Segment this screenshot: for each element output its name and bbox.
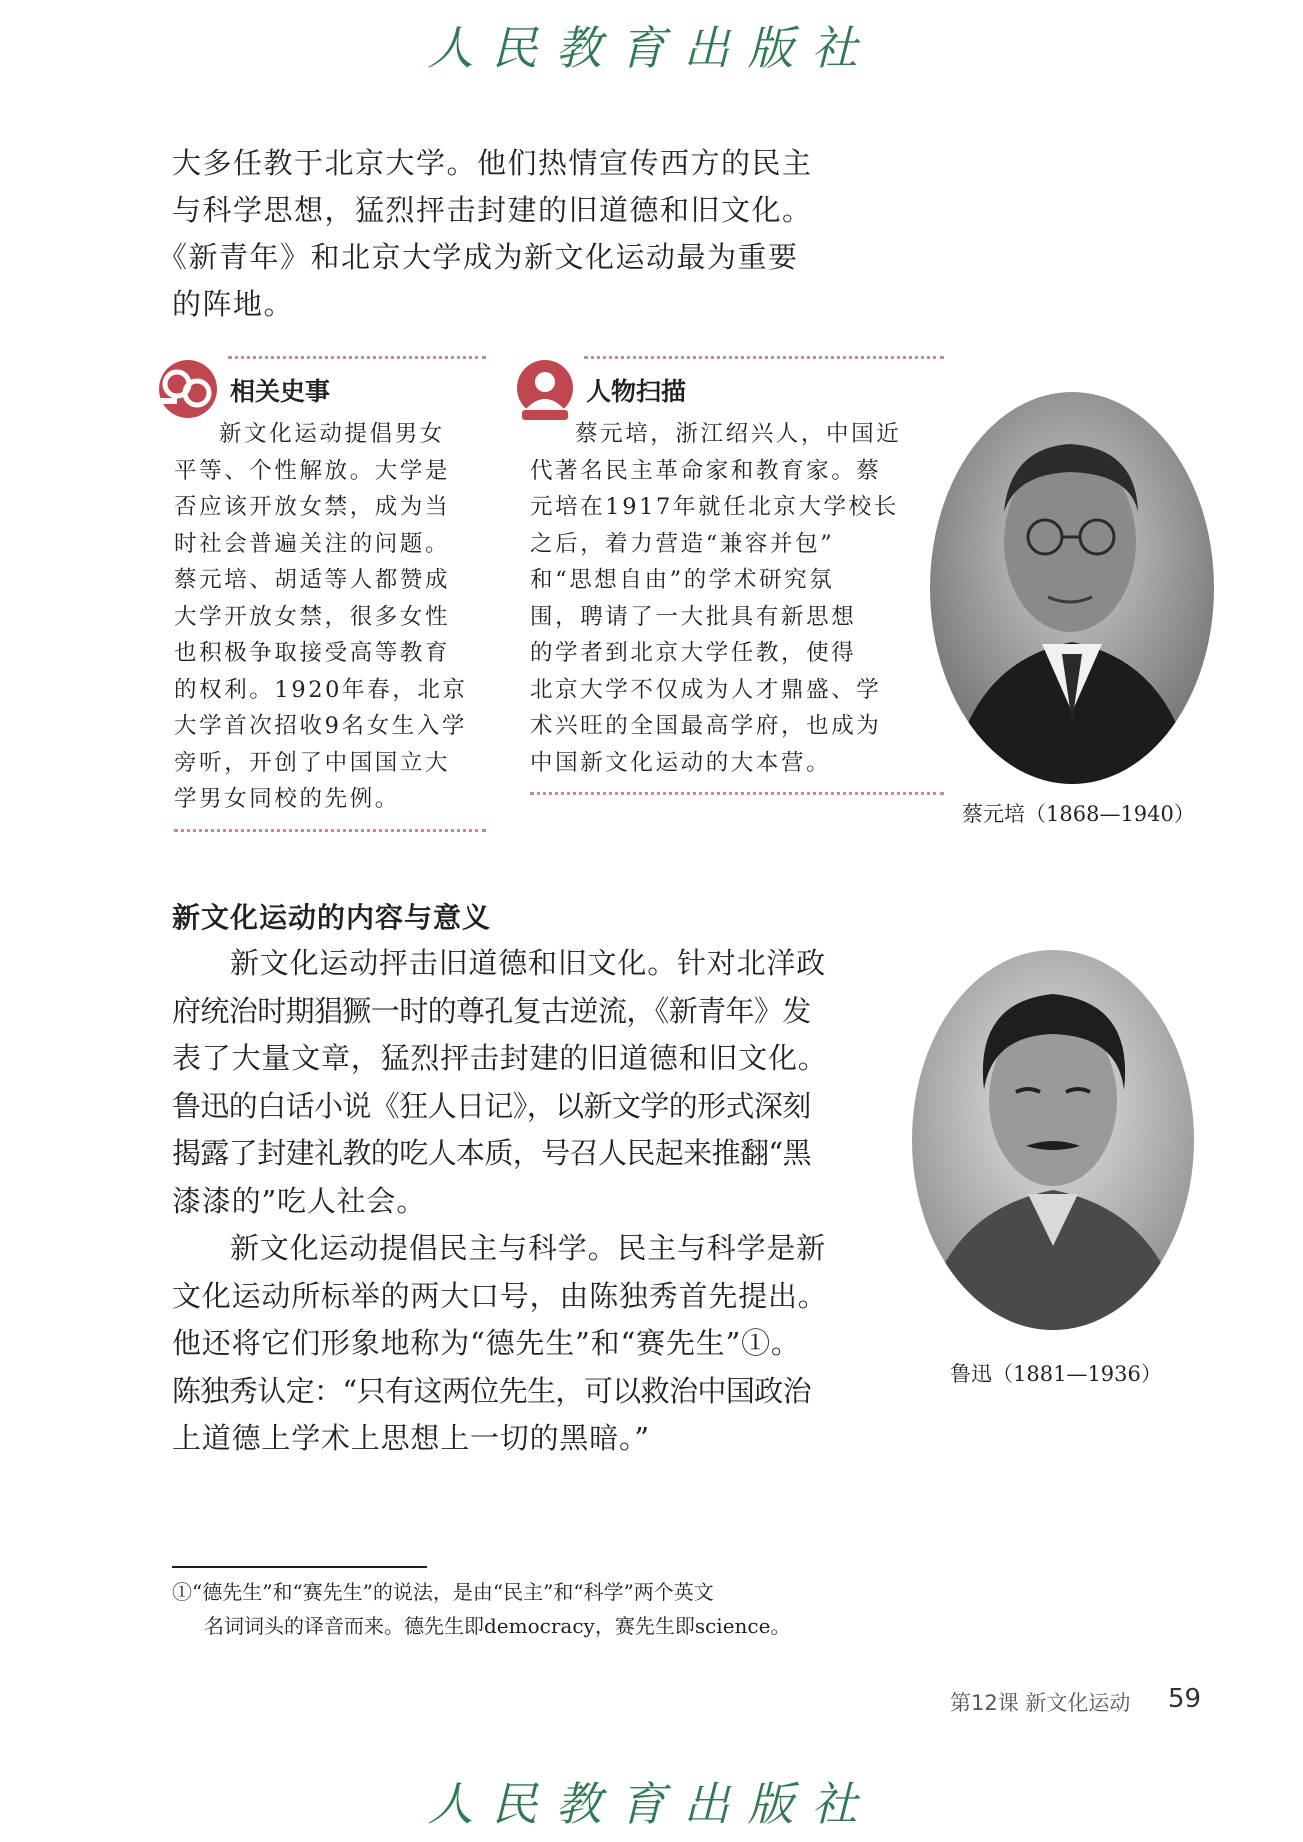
figure-line: 元培在1917年就任北京大学校长 bbox=[530, 494, 899, 520]
body-line: 表了大量文章，猛烈抨击封建的旧道德和旧文化。 bbox=[172, 1041, 828, 1075]
footnote-line: ①“德先生”和“赛先生”的说法，是由“民主”和“科学”两个英文 bbox=[172, 1580, 714, 1604]
related-line: 时社会普遍关注的问题。 bbox=[174, 530, 451, 557]
figure-line: 术兴旺的全国最高学府，也成为 bbox=[530, 713, 882, 739]
body-line: 上道德上学术上思想上一切的黑暗。” bbox=[172, 1421, 650, 1455]
related-line: 学男女同校的先例。 bbox=[174, 786, 400, 812]
related-line: 大学首次招收9名女生入学 bbox=[174, 713, 468, 739]
figure-scan-text bbox=[530, 416, 950, 781]
intro-line: 《新青年》和北京大学成为新文化运动最为重要 bbox=[158, 240, 799, 274]
related-line: 否应该开放女禁，成为当 bbox=[174, 494, 451, 520]
cai-yuanpei-photo bbox=[930, 392, 1214, 784]
related-history-icon bbox=[157, 358, 219, 420]
body-line: 鲁迅的白话小说《狂人日记》，以新文学的形式深刻 bbox=[172, 1088, 811, 1123]
figure-line: 蔡元培，浙江绍兴人，中国近 bbox=[575, 421, 902, 447]
related-line: 大学开放女禁，很多女性 bbox=[174, 603, 451, 630]
body-line: 新文化运动提倡民主与科学。民主与科学是新 bbox=[230, 1231, 827, 1265]
figure-top-rule bbox=[584, 356, 944, 359]
body-line: 府统治时期猖獗一时的尊孔复古逆流，《新青年》发 bbox=[172, 993, 811, 1028]
figure-line: 之后，着力营造“兼容并包” bbox=[530, 530, 835, 557]
intro-line: 的阵地。 bbox=[172, 287, 295, 321]
body-line: 文化运动所标举的两大口号，由陈独秀首先提出。 bbox=[172, 1278, 828, 1313]
related-top-rule bbox=[228, 356, 486, 359]
body-line: 陈独秀认定：“只有这两位先生，可以救治中国政治 bbox=[172, 1373, 812, 1408]
figure-line: 中国新文化运动的大本营。 bbox=[530, 749, 832, 776]
related-line: 新文化运动提倡男女 bbox=[219, 421, 445, 447]
page-number: 59 bbox=[1168, 1684, 1202, 1714]
related-line: 蔡元培、胡适等人都赞成 bbox=[174, 567, 451, 593]
related-bottom-rule bbox=[174, 829, 486, 832]
related-history-title: 相关史事 bbox=[230, 377, 331, 406]
related-line: 也积极争取接受高等教育 bbox=[174, 640, 451, 666]
body-line: 揭露了封建礼教的吃人本质，号召人民起来推翻“黑 bbox=[172, 1136, 812, 1170]
figure-line: 北京大学不仅成为人才鼎盛、学 bbox=[530, 676, 882, 703]
figure-line: 围，聘请了一大批具有新思想 bbox=[530, 603, 857, 630]
body-line: 他还将它们形象地称为“德先生”和“赛先生”①。 bbox=[172, 1326, 801, 1360]
section-title: 新文化运动的内容与意义 bbox=[172, 901, 492, 934]
figure-scan-title: 人物扫描 bbox=[586, 377, 687, 406]
footnote-rule bbox=[172, 1566, 427, 1568]
figure-line: 和“思想自由”的学术研究氛 bbox=[530, 567, 835, 593]
publisher-watermark-top: 人民教育出版社 bbox=[427, 21, 876, 75]
footnote-line: 名词词头的译音而来。德先生即democracy，赛先生即science。 bbox=[204, 1614, 791, 1638]
related-line: 旁听，开创了中国国立大 bbox=[174, 749, 451, 776]
body-line: 新文化运动抨击旧道德和旧文化。针对北洋政 bbox=[230, 946, 827, 980]
footnote bbox=[172, 1575, 852, 1643]
figure-line: 代著名民主革命家和教育家。蔡 bbox=[530, 457, 882, 484]
related-line: 平等、个性解放。大学是 bbox=[174, 457, 451, 484]
related-line: 的权利。1920年春，北京 bbox=[174, 676, 468, 703]
publisher-watermark-bottom: 人民教育出版社 bbox=[427, 1777, 876, 1831]
person-icon bbox=[512, 358, 578, 424]
intro-paragraph bbox=[158, 140, 852, 328]
figure-bottom-rule bbox=[530, 792, 944, 795]
figure-line: 的学者到北京大学任教，使得 bbox=[530, 640, 857, 666]
lesson-label: 第12课 新文化运动 bbox=[950, 1691, 1131, 1715]
intro-line: 大多任教于北京大学。他们热情宣传西方的民主 bbox=[172, 146, 813, 180]
section-body bbox=[172, 940, 852, 1463]
lu-xun-photo bbox=[912, 950, 1194, 1330]
body-line: 漆漆的”吃人社会。 bbox=[172, 1183, 427, 1218]
lu-xun-caption: 鲁迅（1881—1936） bbox=[950, 1362, 1162, 1386]
related-history-text bbox=[174, 416, 494, 818]
intro-line: 与科学思想，猛烈抨击封建的旧道德和旧文化。 bbox=[172, 193, 813, 227]
cai-yuanpei-caption: 蔡元培（1868—1940） bbox=[962, 802, 1195, 826]
